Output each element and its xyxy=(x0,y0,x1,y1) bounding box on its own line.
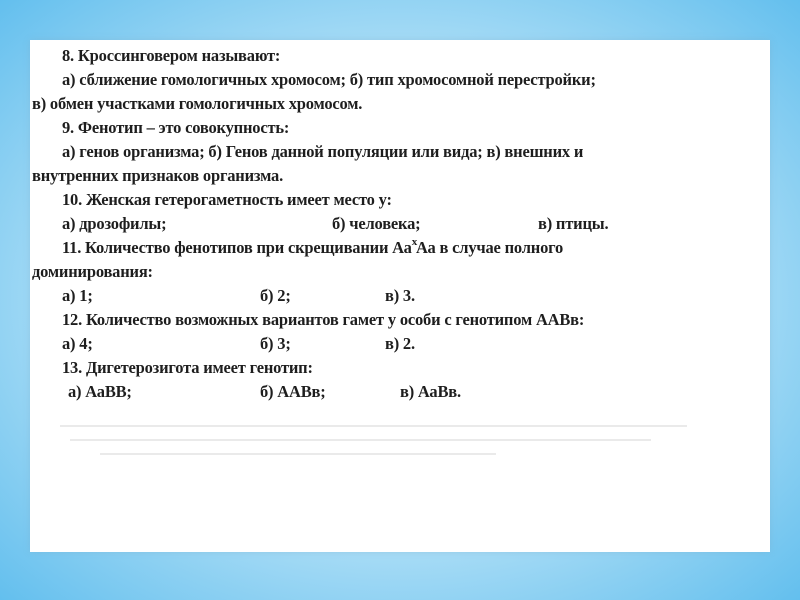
q11-option-b: б) 2; xyxy=(260,286,291,305)
q8-options-line-1: а) сближение гомологичных хромосом; б) тип хромосомной перестройки; xyxy=(62,70,596,89)
q11-options xyxy=(30,284,770,308)
q12-option-b: б) 3; xyxy=(260,334,291,353)
q13-heading: 13. Дигетерозигота имеет генотип: xyxy=(62,358,313,377)
faded-line xyxy=(100,453,496,455)
q8-heading: 8. Кроссинговером называют: xyxy=(62,46,281,65)
q10-option-c: в) птицы. xyxy=(538,214,609,233)
q9-heading: 9. Фенотип – это совокупность: xyxy=(62,118,290,137)
q10-options xyxy=(30,212,770,236)
q12-option-c: в) 2. xyxy=(385,334,415,353)
faded-line xyxy=(70,439,651,441)
q10-heading: 10. Женская гетерогаметность имеет место у: xyxy=(62,190,392,209)
q13-options xyxy=(30,380,770,404)
q12-options xyxy=(30,332,770,356)
q12-heading: 12. Количество возможных вариантов гамет у особи с генотипом ААВв: xyxy=(62,310,585,329)
faded-line xyxy=(60,425,687,427)
q11-cross-symbol: х xyxy=(411,236,418,248)
q12-option-a: а) 4; xyxy=(62,334,93,353)
q11-option-c: в) 3. xyxy=(385,286,415,305)
q13-option-a: а) АаВВ; xyxy=(68,382,132,401)
q9-options-line-1: а) генов организма; б) Генов данной популяции или вида; в) внешних и xyxy=(62,142,584,161)
q9-options-line-2: внутренних признаков организма. xyxy=(32,166,283,185)
q11-heading-post: Аа в случае полного xyxy=(416,238,564,257)
q13-option-b: б) ААВв; xyxy=(260,382,326,401)
q11-heading-pre: 11. Количество фенотипов при скрещивании Аа xyxy=(62,238,412,257)
q11-heading xyxy=(30,236,770,260)
q11-heading-line-2: доминирования: xyxy=(32,262,153,281)
q8-options-line-2: в) обмен участками гомологичных хромосом. xyxy=(32,94,363,113)
faded-scan-artifacts xyxy=(60,425,720,515)
q11-option-a: а) 1; xyxy=(62,286,93,305)
q13-option-c: в) АаВв. xyxy=(400,382,461,401)
q10-option-b: б) человека; xyxy=(332,214,421,233)
q10-option-a: а) дрозофилы; xyxy=(62,214,167,233)
question-list xyxy=(30,44,770,404)
